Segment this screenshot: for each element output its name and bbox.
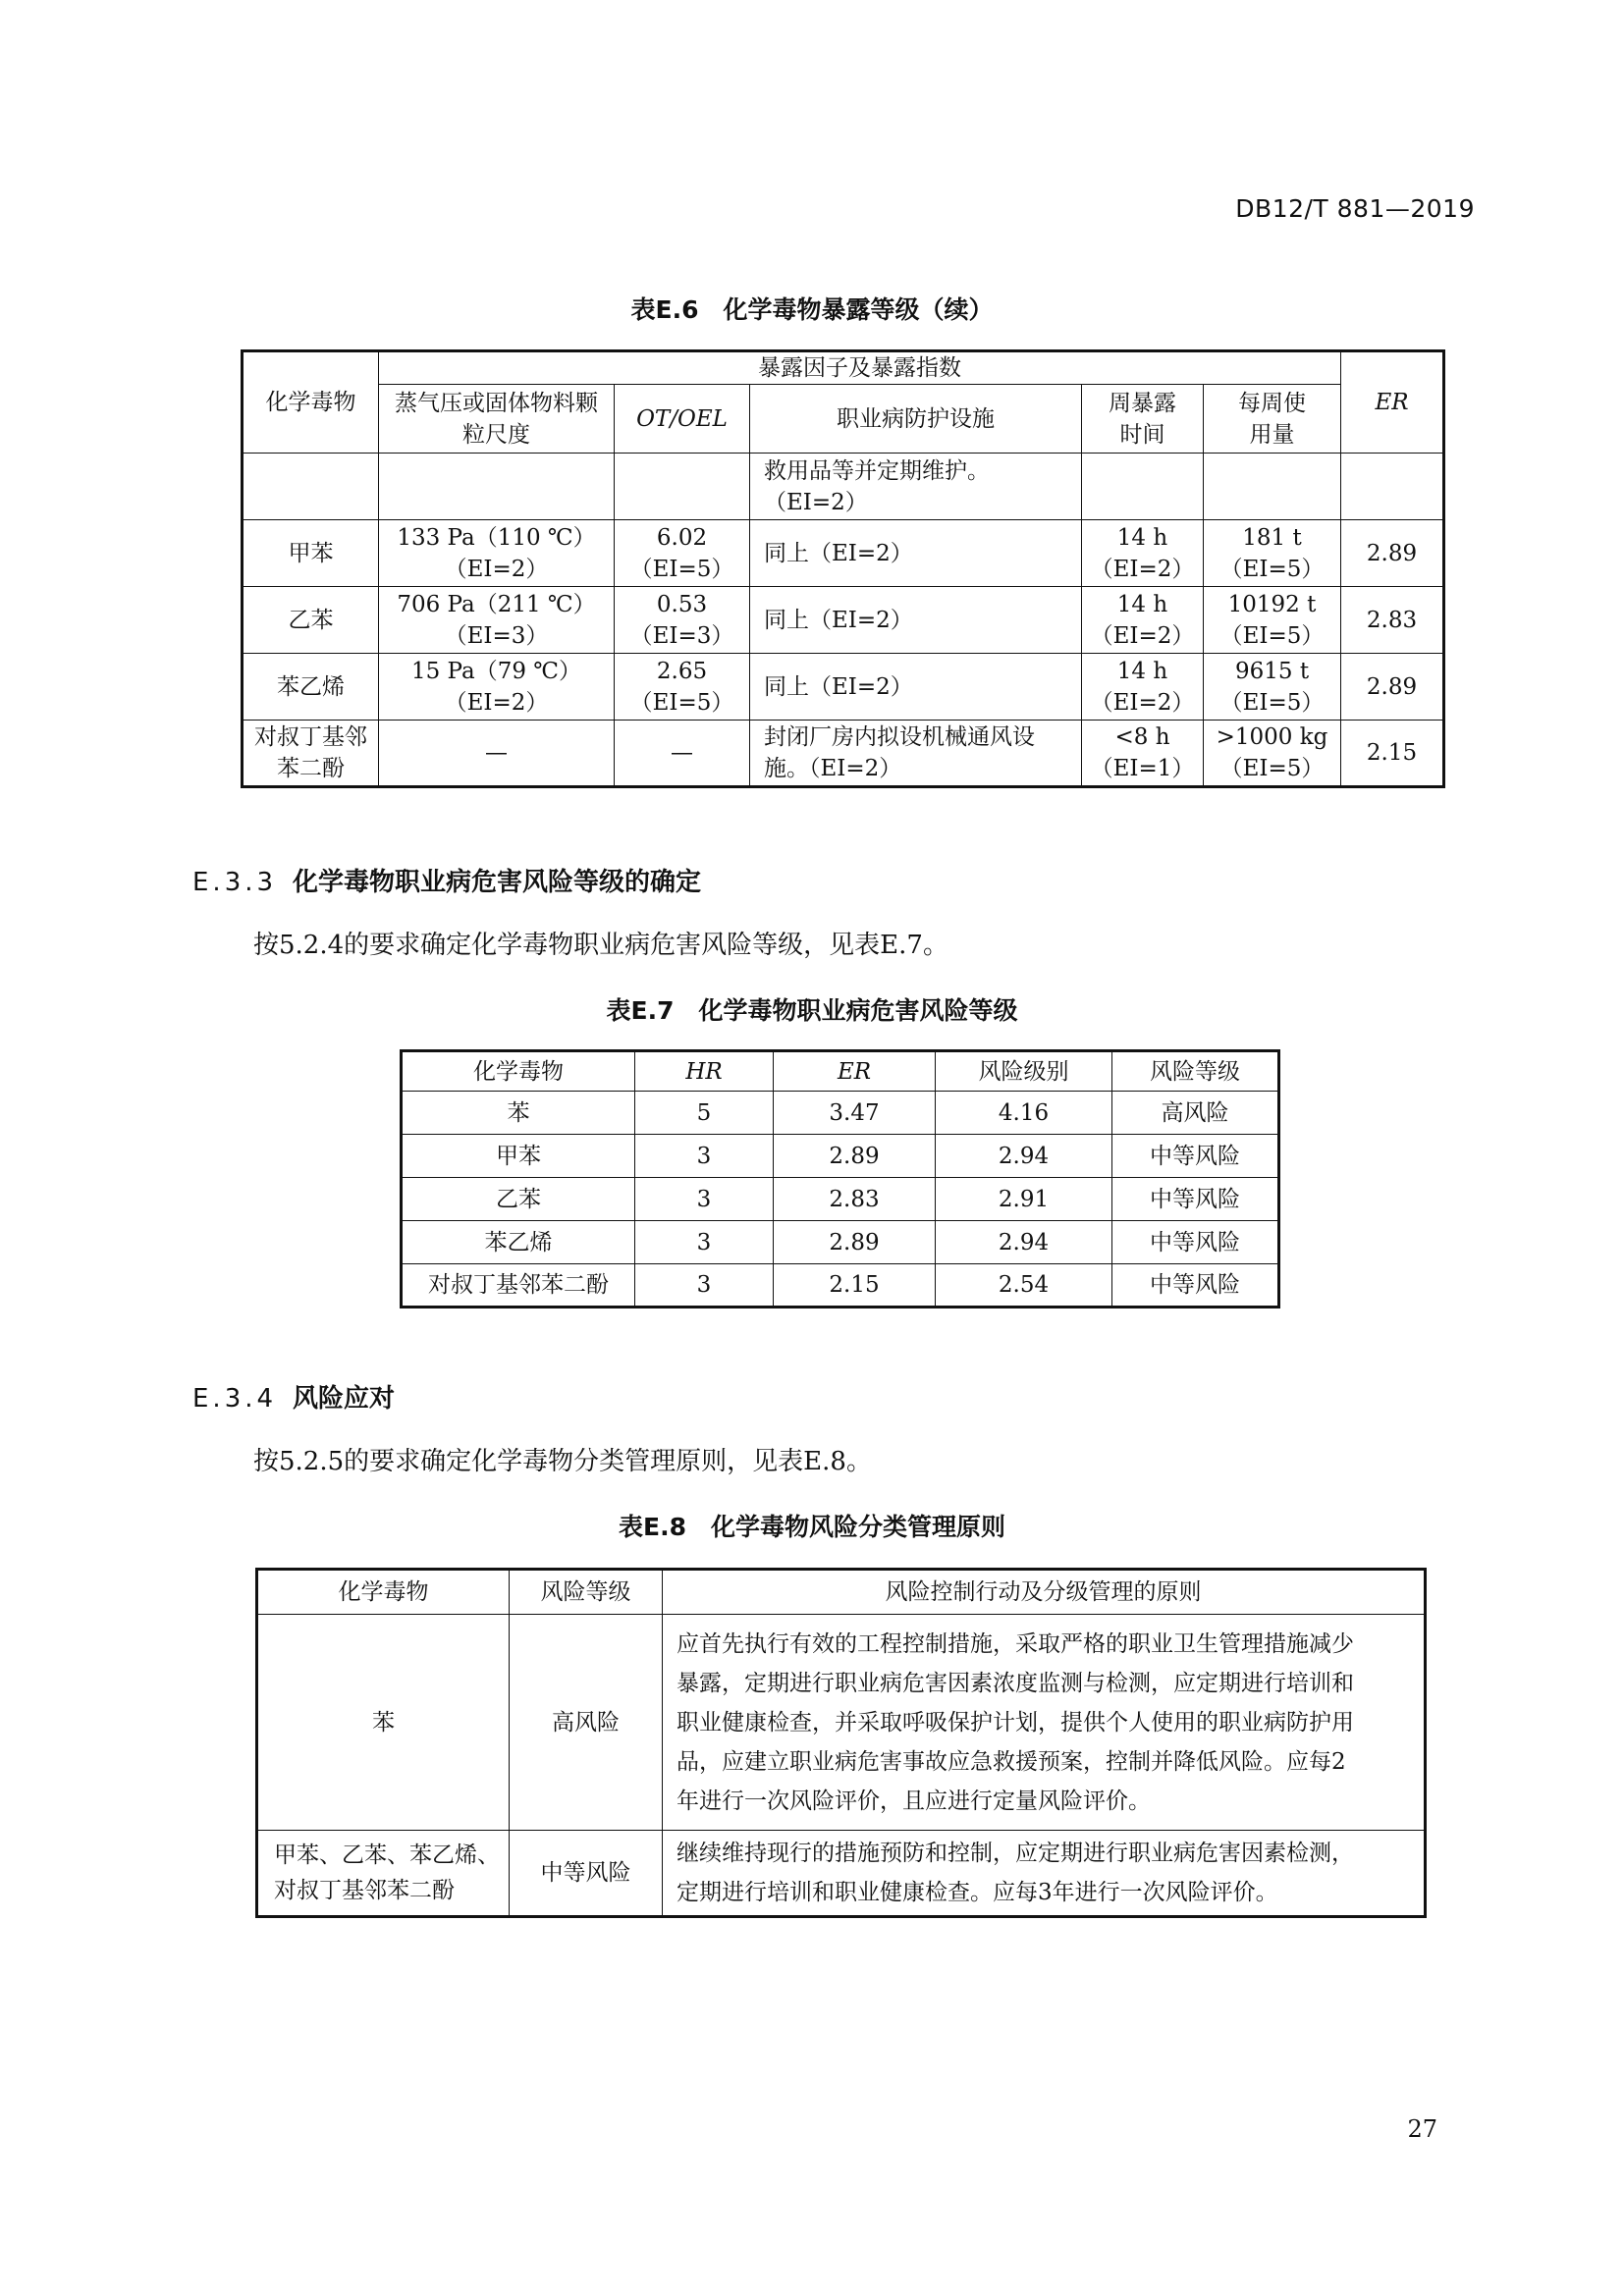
cell-substance: 苯乙烯 — [243, 654, 379, 721]
col-header-ot-oel: OT/OEL — [615, 385, 750, 454]
cell-vapor: 706 Pa（211 ℃） （EI=3） — [379, 587, 615, 654]
cell-usage: >1000 kg （EI=5） — [1204, 721, 1341, 787]
table-row — [243, 454, 1444, 520]
cell-er: 2.15 — [1341, 721, 1444, 787]
cell-principle: 继续维持现行的措施预防和控制，应定期进行职业病危害因素检测， 定期进行培训和职业健康检查。应每3年进行一次风险评价。 — [663, 1831, 1426, 1917]
col-header-vapor: 蒸气压或固体物料颗粒尺度 — [379, 385, 615, 454]
cell-substance: 对叔丁基邻苯二酚 — [243, 721, 379, 787]
table-cell: 苯乙烯 — [402, 1221, 635, 1264]
cell-level: 高风险 — [510, 1615, 663, 1831]
cell-vapor: — — [379, 721, 615, 787]
cell-time: <8 h （EI=1） — [1082, 721, 1204, 787]
table-cell: 2.94 — [936, 1135, 1112, 1178]
table-row — [402, 1092, 1279, 1135]
col-header: 风险等级 — [510, 1570, 663, 1615]
table-row — [257, 1615, 1426, 1831]
col-header-er: ER — [1341, 351, 1444, 454]
section-heading-e33 — [192, 862, 701, 898]
table-cell: 3 — [635, 1264, 774, 1308]
cell-ot-oel: 6.02 （EI=5） — [615, 520, 750, 587]
table-row — [257, 1831, 1426, 1917]
table-cell: 苯 — [402, 1092, 635, 1135]
col-header: 化学毒物 — [402, 1051, 635, 1092]
table-e6 — [241, 349, 1445, 788]
table-row — [243, 520, 1444, 587]
cell-er: 2.89 — [1341, 520, 1444, 587]
cell-er: 2.89 — [1341, 654, 1444, 721]
section-number: E.3.4 — [192, 1384, 278, 1414]
cell-ot-oel: 0.53 （EI=3） — [615, 587, 750, 654]
cell-substance: 苯 — [257, 1615, 510, 1831]
cell-substance — [243, 454, 379, 520]
cell-time: 14 h （EI=2） — [1082, 587, 1204, 654]
table-cell: 2.89 — [774, 1135, 936, 1178]
cell-protection: 同上（EI=2） — [750, 654, 1082, 721]
cell-time: 14 h （EI=2） — [1082, 520, 1204, 587]
cell-protection: 同上（EI=2） — [750, 587, 1082, 654]
table-cell: 中等风险 — [1112, 1135, 1279, 1178]
paragraph-e34: 按5.2.5的要求确定化学毒物分类管理原则，见表E.8。 — [253, 1447, 872, 1476]
cell-usage: 10192 t （EI=5） — [1204, 587, 1341, 654]
table-e7 — [400, 1049, 1280, 1308]
table-cell: 2.89 — [774, 1221, 936, 1264]
cell-level: 中等风险 — [510, 1831, 663, 1917]
table-cell: 3 — [635, 1178, 774, 1221]
cell-vapor: 133 Pa（110 ℃） （EI=2） — [379, 520, 615, 587]
col-header: 风险级别 — [936, 1051, 1112, 1092]
table-row — [402, 1221, 1279, 1264]
table-cell: 4.16 — [936, 1092, 1112, 1135]
standard-code: DB12/T 881—2019 — [1235, 194, 1475, 223]
col-header-exposure-group: 暴露因子及暴露指数 — [379, 351, 1341, 385]
table-cell: 3 — [635, 1135, 774, 1178]
col-header: 风险等级 — [1112, 1051, 1279, 1092]
table-cell: 高风险 — [1112, 1092, 1279, 1135]
table-cell: 对叔丁基邻苯二酚 — [402, 1264, 635, 1308]
cell-time — [1082, 454, 1204, 520]
table-e8 — [255, 1568, 1427, 1918]
col-header: 化学毒物 — [257, 1570, 510, 1615]
table-e8-caption: 表E.8 化学毒物风险分类管理原则 — [619, 1513, 1005, 1541]
table-row — [243, 587, 1444, 654]
table-row — [402, 1264, 1279, 1308]
section-number: E.3.3 — [192, 868, 278, 897]
cell-er — [1341, 454, 1444, 520]
cell-usage: 181 t （EI=5） — [1204, 520, 1341, 587]
cell-protection: 封闭厂房内拟设机械通风设 施。（EI=2） — [750, 721, 1082, 787]
table-cell: 2.91 — [936, 1178, 1112, 1221]
page-number: 27 — [1407, 2115, 1437, 2143]
table-cell: 中等风险 — [1112, 1221, 1279, 1264]
table-cell: 乙苯 — [402, 1178, 635, 1221]
table-cell: 3 — [635, 1221, 774, 1264]
cell-ot-oel: 2.65 （EI=5） — [615, 654, 750, 721]
table-cell: 2.83 — [774, 1178, 936, 1221]
cell-substance: 甲苯、乙苯、苯乙烯、 对叔丁基邻苯二酚 — [257, 1831, 510, 1917]
table-cell: 2.94 — [936, 1221, 1112, 1264]
table-e7-caption: 表E.7 化学毒物职业病危害风险等级 — [606, 996, 1018, 1025]
cell-protection: 救用品等并定期维护。 （EI=2） — [750, 454, 1082, 520]
table-cell: 2.15 — [774, 1264, 936, 1308]
table-row — [243, 721, 1444, 787]
cell-usage — [1204, 454, 1341, 520]
cell-time: 14 h （EI=2） — [1082, 654, 1204, 721]
table-cell: 甲苯 — [402, 1135, 635, 1178]
table-cell: 中等风险 — [1112, 1264, 1279, 1308]
table-row — [243, 654, 1444, 721]
table-cell: 5 — [635, 1092, 774, 1135]
cell-principle: 应首先执行有效的工程控制措施，采取严格的职业卫生管理措施减少 暴露，定期进行职业病危害因素浓度监测与检测，应定期进行培训和 职业健康检查，并采取呼吸保护计划，提供个人使用的职业病防护用 品，应建立职业病危害事故应急救援预案，控制并降低风险。应每2 年进行一次风险评价，且应进行定量风险评价。 — [663, 1615, 1426, 1831]
section-title: 化学毒物职业病危害风险等级的确定 — [293, 868, 702, 897]
cell-protection: 同上（EI=2） — [750, 520, 1082, 587]
paragraph-e33: 按5.2.4的要求确定化学毒物职业病危害风险等级，见表E.7。 — [253, 931, 948, 960]
cell-substance: 甲苯 — [243, 520, 379, 587]
cell-ot-oel: — — [615, 721, 750, 787]
col-header-weekly-time: 周暴露时间 — [1082, 385, 1204, 454]
col-header: 风险控制行动及分级管理的原则 — [663, 1570, 1426, 1615]
col-header-substance: 化学毒物 — [243, 351, 379, 454]
cell-vapor: 15 Pa（79 ℃） （EI=2） — [379, 654, 615, 721]
col-header-protection: 职业病防护设施 — [750, 385, 1082, 454]
cell-er: 2.83 — [1341, 587, 1444, 654]
table-row — [402, 1178, 1279, 1221]
section-title: 风险应对 — [293, 1384, 396, 1414]
col-header-weekly-usage: 每周使用量 — [1204, 385, 1341, 454]
table-cell: 中等风险 — [1112, 1178, 1279, 1221]
cell-vapor — [379, 454, 615, 520]
cell-usage: 9615 t （EI=5） — [1204, 654, 1341, 721]
cell-substance: 乙苯 — [243, 587, 379, 654]
col-header: ER — [774, 1051, 936, 1092]
cell-ot-oel — [615, 454, 750, 520]
table-cell: 2.54 — [936, 1264, 1112, 1308]
table-row — [402, 1135, 1279, 1178]
table-e6-caption: 表E.6 化学毒物暴露等级（续） — [630, 295, 994, 324]
col-header: HR — [635, 1051, 774, 1092]
table-cell: 3.47 — [774, 1092, 936, 1135]
section-heading-e34 — [192, 1378, 395, 1415]
